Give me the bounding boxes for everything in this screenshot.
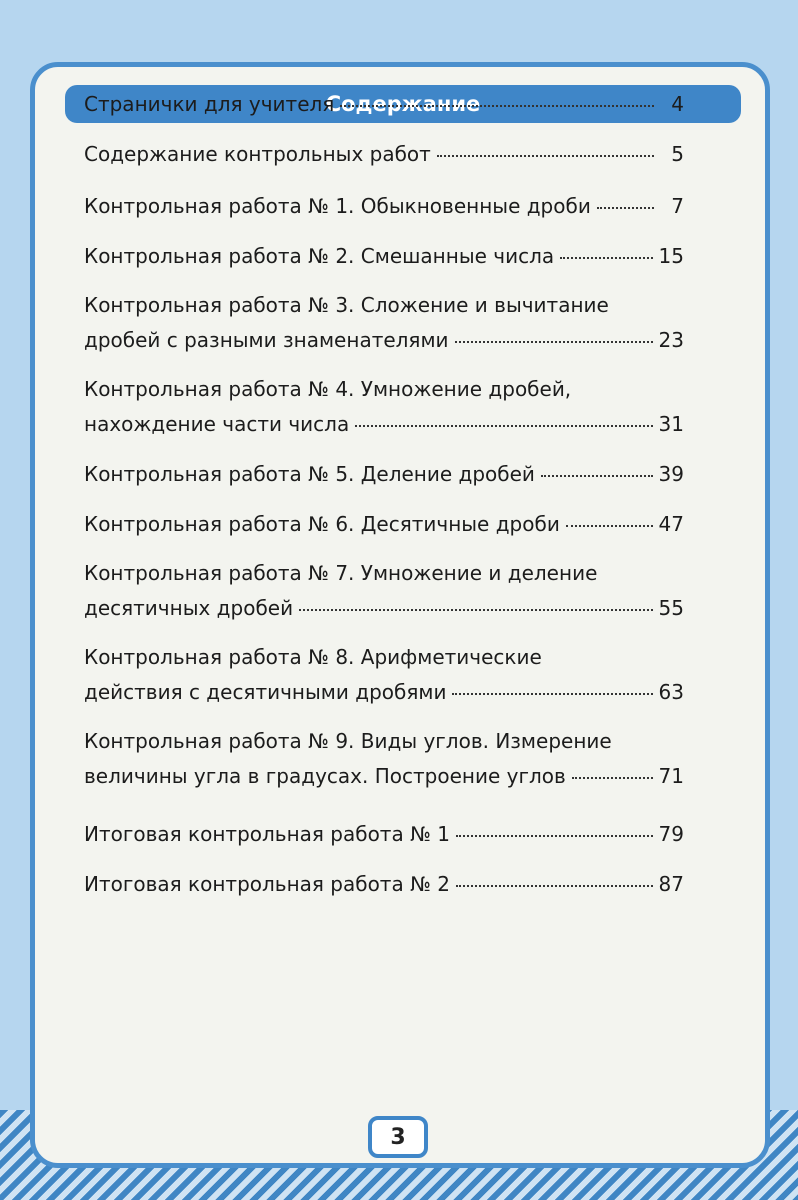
toc-entry-row: [84, 674, 684, 710]
toc-page-number: 87: [658, 872, 684, 896]
dot-leader: [541, 475, 653, 477]
toc-page-number: 63: [658, 680, 684, 704]
toc-page-number: 71: [658, 764, 684, 788]
toc-item: [84, 288, 684, 358]
toc-item: [84, 506, 684, 542]
dot-leader: [355, 425, 652, 427]
toc-item: [84, 456, 684, 492]
dot-leader: [299, 609, 652, 611]
toc-entry-row: [84, 590, 684, 626]
toc-page-number: 4: [671, 92, 684, 116]
toc-item-title: Содержание контрольных работ: [84, 142, 431, 166]
toc-item: [84, 556, 684, 626]
toc-item-title: действия с десятичными дробями: [84, 680, 447, 704]
toc-entry-row: [84, 238, 684, 274]
toc-item-title: Контрольная работа № 1. Обыкновенные дроби: [84, 194, 591, 218]
toc-item-title: величины угла в градусах. Построение углов: [84, 764, 566, 788]
toc-page-number: 39: [658, 462, 684, 486]
toc-item-title: десятичных дробей: [84, 596, 294, 620]
toc-entry-row: [84, 136, 684, 172]
dot-leader: [455, 341, 653, 343]
toc-entry-row: [84, 816, 684, 852]
toc-item-title-line: Контрольная работа № 3. Сложение и вычитание: [84, 293, 609, 317]
toc-item: [84, 816, 684, 852]
dot-leader: [572, 777, 653, 779]
toc-item-title: нахождение части числа: [84, 412, 350, 436]
toc-item-title: Итоговая контрольная работа № 1: [84, 822, 450, 846]
toc-item-title: Странички для учителя: [84, 92, 335, 116]
toc-item: [84, 136, 684, 172]
toc-item-title-line: Контрольная работа № 7. Умножение и деление: [84, 561, 598, 585]
dot-leader: [597, 207, 654, 209]
page-number: 3: [368, 1116, 428, 1158]
dot-leader: [456, 885, 653, 887]
toc-item: [84, 866, 684, 902]
toc-entry-row: [84, 866, 684, 902]
toc-item: [84, 86, 684, 122]
toc-page-number: 15: [658, 244, 684, 268]
dot-leader: [340, 105, 654, 107]
dot-leader: [437, 155, 654, 157]
toc-item-title: Контрольная работа № 2. Смешанные числа: [84, 244, 555, 268]
toc-entry-row: [84, 188, 684, 224]
toc-entry-row: [84, 758, 684, 794]
dot-leader: [560, 257, 652, 259]
dot-leader: [452, 693, 652, 695]
toc-page-number: 23: [658, 328, 684, 352]
toc-entry-row: [84, 506, 684, 542]
toc-item: [84, 372, 684, 442]
dot-leader: [456, 835, 653, 837]
toc-item: [84, 724, 684, 794]
toc-entry-row: [84, 86, 684, 122]
toc-item-title-line: Контрольная работа № 4. Умножение дробей,: [84, 377, 572, 401]
table-of-contents: [84, 86, 684, 902]
toc-item: [84, 188, 684, 224]
toc-item-title: Контрольная работа № 6. Десятичные дроби: [84, 512, 560, 536]
toc-page-number: 47: [658, 512, 684, 536]
toc-page-number: 5: [671, 142, 684, 166]
dot-leader: [566, 525, 653, 527]
toc-item-title: дробей с разными знаменателями: [84, 328, 449, 352]
toc-item: [84, 238, 684, 274]
toc-item-title: Контрольная работа № 5. Деление дробей: [84, 462, 535, 486]
toc-entry-row: [84, 322, 684, 358]
toc-item: [84, 640, 684, 710]
toc-item-title-line: Контрольная работа № 9. Виды углов. Измерение: [84, 729, 612, 753]
page-title: Содержание: [65, 85, 741, 123]
toc-item-title-line: Контрольная работа № 8. Арифметические: [84, 645, 542, 669]
toc-page-number: 79: [658, 822, 684, 846]
toc-page-number: 31: [658, 412, 684, 436]
toc-item-title: Итоговая контрольная работа № 2: [84, 872, 450, 896]
toc-page-number: 55: [658, 596, 684, 620]
toc-entry-row: [84, 456, 684, 492]
toc-entry-row: [84, 406, 684, 442]
toc-page-number: 7: [671, 194, 684, 218]
